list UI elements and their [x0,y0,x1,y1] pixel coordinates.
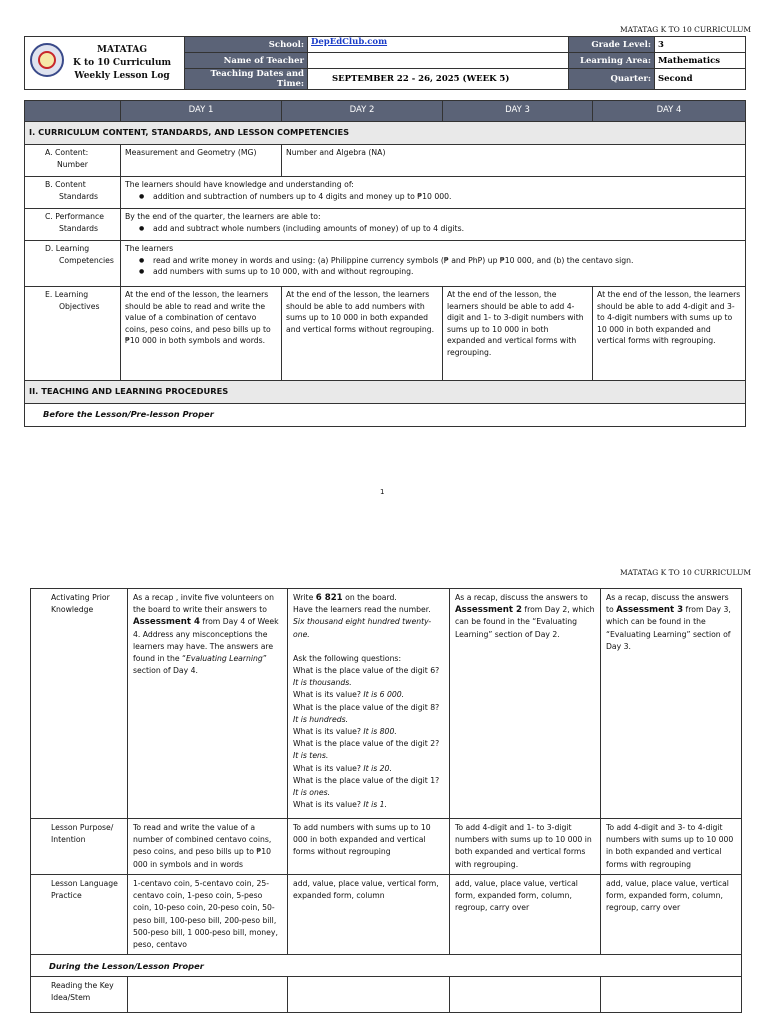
title-line2: K to 10 Curriculum [72,57,172,68]
title-cell [25,37,185,90]
activating-day4: As a recap, discuss the answers to Assessment 3 from Day 3, which can be found in the “Evaluating Learning” section of Day 3. [601,589,742,819]
purpose-label: Lesson Purpose/ Intention [31,819,128,875]
activating-label: Activating Prior Knowledge [31,589,128,819]
content-label: A. Content: Number [25,145,121,177]
grade-label: Grade Level: [569,37,655,53]
purpose-day2: To add numbers with sums up to 10 000 in both expanded and vertical forms without regrouping [288,819,450,875]
language-day3: add, value, place value, vertical form, expanded form, column, regroup, carry over [450,875,601,955]
performance-cell: By the end of the quarter, the learners are able to: ● add and subtract whole numbers (including amounts of money) of up to 4 digits. [121,209,746,241]
objective-day2: At the end of the lesson, the learners should be able to add numbers with sums up to 10 000 in both expanded and vertical forms without regrouping. [282,287,443,381]
performance-label: C. Performance Standards [25,209,121,241]
before-lesson-heading: Before the Lesson/Pre-lesson Proper [25,404,746,427]
lesson-log-table [24,100,745,427]
quarter-value: Second [655,69,746,90]
page-number: 1 [380,488,385,496]
procedures-table [30,588,741,1013]
standards-label: B. Content Standards [25,177,121,209]
reading-day1 [128,977,288,1013]
dates-label: Teaching Dates and Time: [185,69,308,90]
reading-day4 [601,977,742,1013]
competency-bullet-1: ● read and write money in words and using: (a) Philippine currency symbols (₱ and PhP) up ₱10 000, and (b) the centavo sign. [153,255,741,267]
content-day2: Number and Algebra (NA) [282,145,746,177]
grade-value: 3 [655,37,746,53]
section1-title: I. CURRICULUM CONTENT, STANDARDS, AND LESSON COMPETENCIES [25,122,746,145]
day4-header: DAY 4 [593,101,746,122]
day3-header: DAY 3 [443,101,593,122]
reading-day3 [450,977,601,1013]
competencies-label: D. Learning Competencies [25,241,121,287]
title-line1: MATATAG [96,44,148,55]
purpose-day1: To read and write the value of a number of combined centavo coins, peso coins, and peso bills up to ₱10 000 in symbols and in words [128,819,288,875]
competencies-cell: The learners ● read and write money in words and using: (a) Philippine currency symbols (₱ and PhP) up ₱10 000, and (b) the centavo sign. ● add numbers with sums up to 10 000, with and without regrouping. [121,241,746,287]
activating-day2: Write 6 821 on the board. Have the learners read the number. Six thousand eight hundred twenty-one. Ask the following questions: What is the place value of the digit 6? It is thousands. What is its value? It is 6 000. What is the place value of the digit 8? It is hundreds. What is its value? It is 800. What is the place value of the digit 2? It is tens. What is its value? It is 20. What is the place value of the digit 1? It is ones. What is its value? It is 1. [288,589,450,819]
title-line3: Weekly Lesson Log [74,70,170,81]
quarter-label: Quarter: [569,69,655,90]
purpose-day4: To add 4-digit and 3- to 4-digit numbers with sums up to 10 000 in both expanded and vertical forms with regrouping [601,819,742,875]
day2-header: DAY 2 [282,101,443,122]
deped-seal-icon [30,43,64,77]
school-link[interactable]: DepEdClub.com [311,37,388,47]
section2-title: II. TEACHING AND LEARNING PROCEDURES [25,381,746,404]
language-day1: 1-centavo coin, 5-centavo coin, 25-centavo coin, 1-peso coin, 5-peso coin, 10-peso coin, 20-peso coin, 50-peso bill, 100-peso bill, 200-peso bill, 500-peso bill, 1 000-peso bill, money, peso, centavo [128,875,288,955]
content-day1: Measurement and Geometry (MG) [121,145,282,177]
objective-day1: At the end of the lesson, the learners should be able to read and write the value of a combination of centavo coins, peso coins, and peso bills up to ₱10 000 in both symbols and words. [121,287,282,381]
language-day2: add, value, place value, vertical form, expanded form, column [288,875,450,955]
teacher-label: Name of Teacher [185,53,308,69]
header-block [24,36,745,88]
purpose-day3: To add 4-digit and 1- to 3-digit numbers with sums up to 10 000 in both expanded and vertical forms with regrouping. [450,819,601,875]
teacher-value [308,53,569,69]
language-day4: add, value, place value, vertical form, expanded form, column, regroup, carry over [601,875,742,955]
standards-cell: The learners should have knowledge and understanding of: ● addition and subtraction of numbers up to 4 digits and money up to ₱10 000. [121,177,746,209]
curriculum-tag-page2: MATATAG K TO 10 CURRICULUM [620,568,752,577]
during-lesson-heading: During the Lesson/Lesson Proper [31,955,742,977]
day1-header: DAY 1 [121,101,282,122]
objectives-label: E. Learning Objectives [25,287,121,381]
objective-day3: At the end of the lesson, the learners should be able to add 4-digit and 1- to 3-digit numbers with sums up to 10 000 in both expanded and vertical forms with regrouping. [443,287,593,381]
reading-label: Reading the Key Idea/Stem [31,977,128,1013]
activating-day1: As a recap , invite five volunteers on the board to write their answers to Assessment 4 from Day 4 of Week 4. Address any misconceptions the learners may have. The answers are found in the “Evaluating Learning” section of Day 4. [128,589,288,819]
objective-day4: At the end of the lesson, the learners should be able to add 4-digit and 3- to 4-digit numbers with sums up to 10 000 in both expanded and vertical forms with regrouping. [593,287,746,381]
area-value: Mathematics [655,53,746,69]
competency-bullet-2: ● add numbers with sums up to 10 000, with and without regrouping. [153,266,741,278]
reading-day2 [288,977,450,1013]
standards-bullet: ● addition and subtraction of numbers up to 4 digits and money up to ₱10 000. [153,191,741,203]
school-label: School: [185,37,308,53]
activating-day3: As a recap, discuss the answers to Assessment 2 from Day 2, which can be found in the “Evaluating Learning” section of Day 2. [450,589,601,819]
dates-value: SEPTEMBER 22 - 26, 2025 (WEEK 5) [308,69,569,90]
area-label: Learning Area: [569,53,655,69]
language-label: Lesson Language Practice [31,875,128,955]
performance-bullet: ● add and subtract whole numbers (including amounts of money) of up to 4 digits. [153,223,741,235]
curriculum-tag: MATATAG K TO 10 CURRICULUM [620,25,752,34]
